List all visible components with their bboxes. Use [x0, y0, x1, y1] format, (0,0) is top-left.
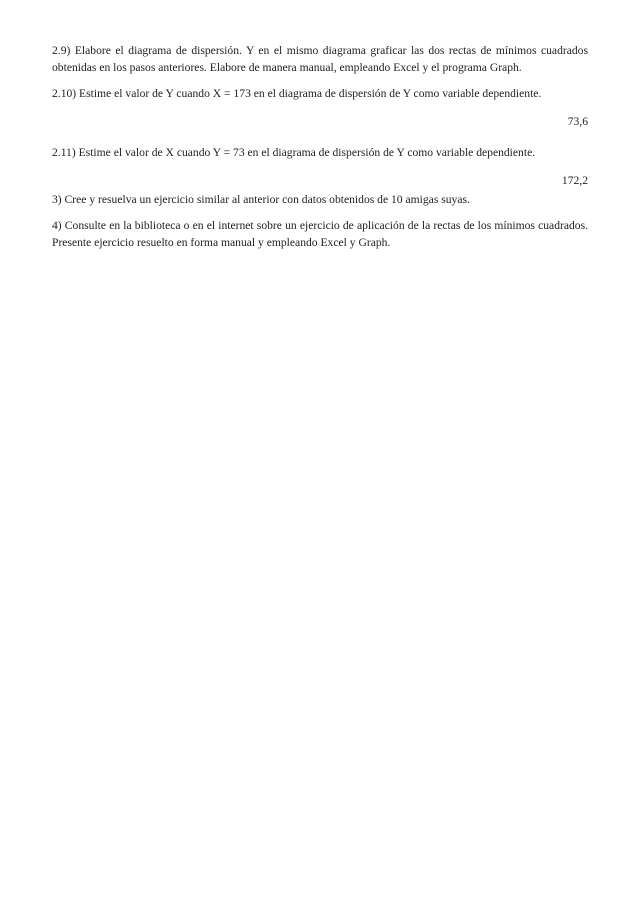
exercise-4: 4) Consulte en la biblioteca o en el internet sobre un ejercicio de aplicación de la rectas de los mínimos cuadrados. Presente ejercicio resuelto en forma manual y empleando Excel y Graph. — [52, 219, 588, 249]
answer-2-10: 73,6 — [567, 115, 588, 128]
exercise-2-9: 2.9) Elabore el diagrama de dispersión. Y en el mismo diagrama graficar las dos rectas de mínimos cuadrados obtenidas en los pasos anteriores. Elabore de manera manual, empleando Excel y el programa Graph. — [52, 44, 588, 74]
answer-2-11: 172,2 — [561, 174, 588, 187]
exercise-2-10: 2.10) Estime el valor de Y cuando X = 173 en el diagrama de dispersión de Y como variable dependiente. — [52, 87, 542, 100]
exercise-2-11: 2.11) Estime el valor de X cuando Y = 73 en el diagrama de dispersión de Y como variable dependiente. — [52, 146, 536, 159]
document-page — [52, 42, 588, 251]
exercise-3: 3) Cree y resuelva un ejercicio similar al anterior con datos obtenidos de 10 amigas suyas. — [52, 193, 470, 206]
